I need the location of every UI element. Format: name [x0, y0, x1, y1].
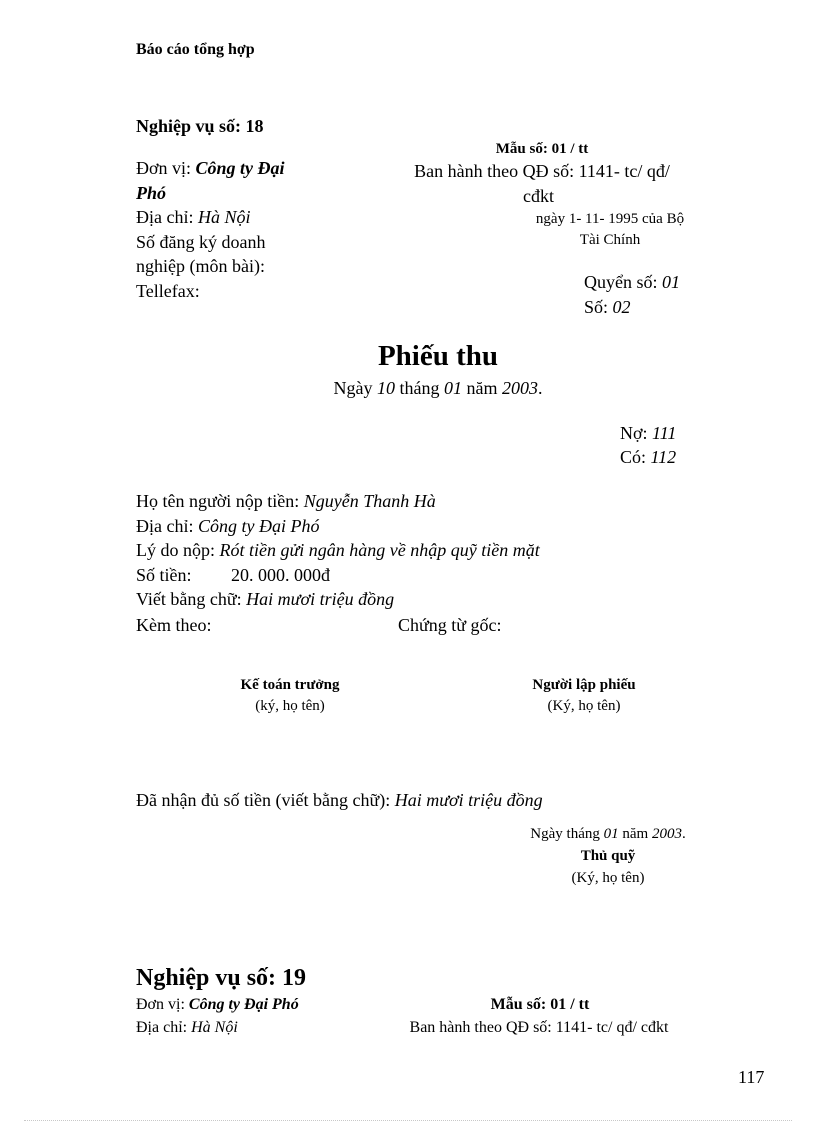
- op19-decree: Ban hành theo QĐ số: 1141- tc/ qđ/ cđkt: [409, 1019, 669, 1036]
- reason-value: Rót tiền gửi ngân hàng về nhập quỹ tiền mặt: [219, 540, 540, 560]
- op19-address-value: Hà Nội: [191, 1019, 238, 1036]
- op19-address-label: Địa chỉ:: [136, 1019, 192, 1036]
- business-registration-line2: nghiệp (môn bài):: [136, 256, 265, 276]
- payer-value: Nguyễn Thanh Hà: [303, 491, 436, 511]
- address-line: [136, 207, 251, 228]
- cashier-date: [488, 826, 728, 843]
- date-year-label: năm: [466, 378, 498, 398]
- payer-label: Họ tên người nộp tiền:: [136, 491, 304, 511]
- op19-address-line: [136, 1019, 238, 1037]
- unit-line: [136, 158, 285, 179]
- business-registration-line1: Số đăng ký doanh: [136, 232, 266, 252]
- cashier-note: (Ký, họ tên): [571, 870, 645, 886]
- credit-label: Có:: [620, 447, 651, 467]
- date-month: 01: [444, 378, 462, 398]
- cashier-date-year: 2003: [651, 826, 682, 842]
- unit-value: Công ty Đại: [195, 158, 285, 178]
- op19-form-number: Mẫu số: 01 / tt: [490, 996, 590, 1013]
- chief-accountant-note: (ký, họ tên): [255, 698, 325, 714]
- received-value: Hai mươi triệu đồng: [394, 790, 543, 810]
- reason-label: Lý do nộp:: [136, 540, 220, 560]
- received-label: Đã nhận đủ số tiền (viết bằng chữ):: [136, 790, 395, 810]
- address-value: Hà Nội: [197, 207, 251, 227]
- debit-label: Nợ:: [620, 423, 653, 443]
- credit-value: 112: [650, 447, 677, 467]
- decree-line2: cđkt: [523, 186, 554, 206]
- debit-value: 111: [652, 423, 677, 443]
- cashier-date-end: .: [681, 826, 686, 842]
- number-value: 02: [612, 297, 631, 317]
- receipt-title: Phiếu thu: [377, 340, 499, 372]
- payer-address-value: Công ty Đại Phó: [197, 516, 320, 536]
- cashier-date-month: 01: [603, 826, 619, 842]
- reason-line: [136, 540, 540, 561]
- chief-accountant-title: Kế toán trưởng: [240, 677, 340, 693]
- page-number: 117: [738, 1067, 765, 1087]
- op19-unit-value: Công ty Đại Phó: [188, 996, 299, 1013]
- attached-label: Kèm theo:: [136, 615, 212, 635]
- payer-address-line: [136, 516, 319, 537]
- op19-unit-line: [136, 996, 299, 1014]
- preparer-note: (Ký, họ tên): [547, 698, 621, 714]
- date-prefix: Ngày: [333, 378, 373, 398]
- book-value: 01: [662, 272, 680, 292]
- unit-value-continued: Phó: [136, 183, 167, 203]
- fax-label: Tellefax:: [136, 281, 200, 301]
- book-label: Quyển số:: [584, 272, 662, 292]
- page-bottom-divider: [24, 1120, 792, 1121]
- amount-words-line: [136, 589, 394, 610]
- cashier-date-prefix: Ngày tháng: [530, 826, 604, 842]
- unit-label: Đơn vị:: [136, 158, 196, 178]
- decree-date-line1: ngày 1- 11- 1995 của Bộ: [535, 211, 685, 227]
- report-title: Báo cáo tổng hợp: [136, 41, 255, 58]
- operation-19-heading: Nghiệp vụ số: 19: [136, 965, 307, 991]
- form-number: Mẫu số: 01 / tt: [495, 141, 589, 157]
- date-day: 10: [377, 378, 395, 398]
- credit-account: [620, 447, 676, 468]
- receipt-date: [236, 378, 640, 399]
- amount-words-value: Hai mươi triệu đồng: [246, 589, 395, 609]
- decree-line1: Ban hành theo QĐ số: 1141- tc/ qđ/: [414, 161, 670, 181]
- cashier-date-year-label: năm: [618, 826, 652, 842]
- address-label: Địa chỉ:: [136, 207, 198, 227]
- debit-account: [620, 423, 676, 444]
- amount-label: Số tiền:: [136, 565, 192, 585]
- decree-date-line2: Tài Chính: [579, 232, 641, 248]
- book-number: [584, 272, 680, 293]
- preparer-title: Người lập phiếu: [532, 677, 636, 693]
- op19-unit-label: Đơn vị:: [136, 996, 189, 1013]
- amount-words-label: Viết bằng chữ:: [136, 589, 247, 609]
- date-month-label: tháng: [399, 378, 440, 398]
- operation-18-heading: Nghiệp vụ số: 18: [136, 116, 264, 136]
- receipt-number: [584, 297, 631, 318]
- date-end: .: [538, 378, 543, 398]
- number-label: Số:: [584, 297, 613, 317]
- original-documents-label: Chứng từ gốc:: [398, 615, 502, 635]
- amount-value: 20. 000. 000đ: [231, 565, 330, 585]
- payer-address-label: Địa chỉ:: [136, 516, 198, 536]
- date-year: 2003: [502, 378, 538, 398]
- received-line: [136, 790, 543, 811]
- cashier-title: Thủ quỹ: [580, 848, 636, 864]
- payer-line: [136, 491, 436, 512]
